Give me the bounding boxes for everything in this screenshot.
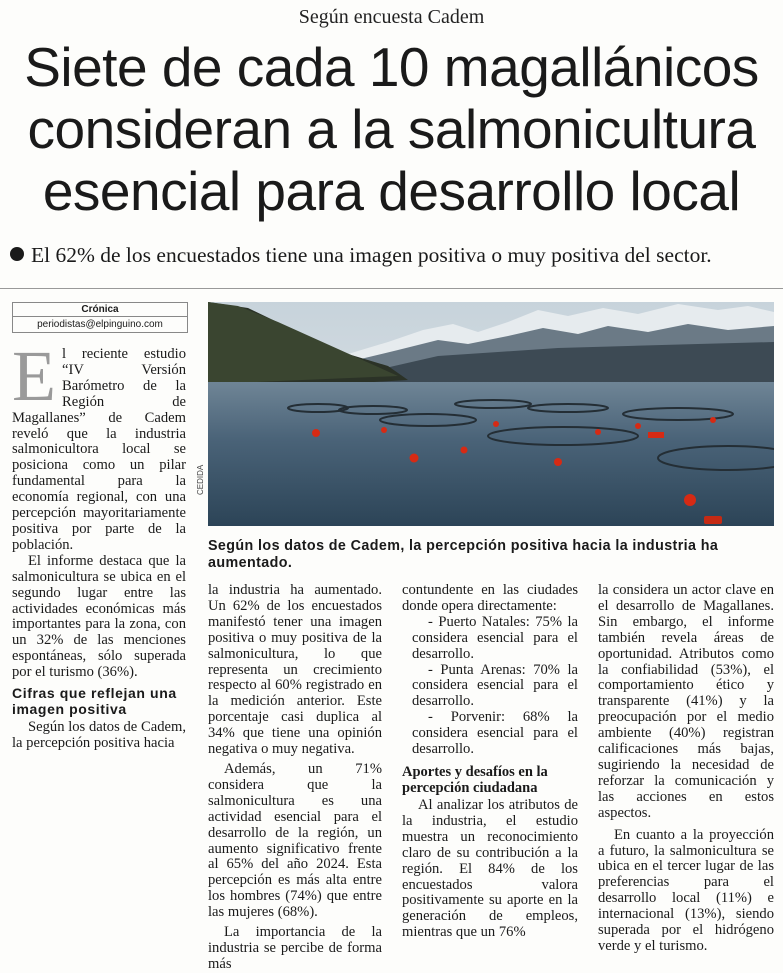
photo-salmon-farm xyxy=(208,302,774,526)
headline xyxy=(0,36,783,222)
deck xyxy=(10,243,783,268)
paragraph: En cuanto a la proyección a futuro, la salmonicultura se ubica en el tercer lugar de las preferencias para el desarrollo local (11%) e internacional (13%), siendo superada por el hidrógeno verde y el turismo. xyxy=(598,826,774,954)
list-item: - Punta Arenas: 70% la considera esencial para el desarrollo. xyxy=(412,661,578,710)
list-item: - Puerto Natales: 75% la considera esencial para el desarrollo. xyxy=(412,613,578,662)
deck-text: El 62% de los encuestados tiene una imagen positiva o muy positiva del sector. xyxy=(31,243,712,267)
article-column-3 xyxy=(402,583,578,941)
paragraph: Según los datos de Cadem, la percepción positiva hacia xyxy=(12,719,186,751)
article-column-4 xyxy=(598,583,774,955)
headline-line-1: Siete de cada 10 magallánicos xyxy=(24,36,759,98)
paragraph: la industria ha aumentado. Un 62% de los encuestados manifestó tener una imagen positiva o muy positiva de la salmonicultura, lo que representa un crecimiento respecto al 60% registrado en la medición anterior. Este porcentaje casi duplica al 34% que tiene una opinión negativa o muy negativa. xyxy=(208,582,382,758)
paragraph: contundente en las ciudades donde opera directamente: xyxy=(402,582,578,614)
subheading: Cifras que reflejan una imagen positiva xyxy=(12,685,177,718)
article-column-2 xyxy=(208,583,382,973)
photo-credit: CEDIDA xyxy=(196,464,205,495)
drop-cap: E xyxy=(12,336,56,416)
list-item: - Porvenir: 68% la considera esencial para el desarrollo. xyxy=(412,709,578,758)
byline-box xyxy=(12,302,188,333)
byline-email: periodistas@elpinguino.com xyxy=(37,319,163,330)
paragraph: Además, un 71% considera que la salmonicultura es una actividad esencial para el desarrollo de la región, un aumento significativo frente al 65% del año 2024. Esta percepción es más alta entre los hombres (74%) que entre las mujeres (68%). xyxy=(208,760,382,921)
headline-line-2: consideran a la salmonicultura xyxy=(27,98,756,160)
paragraph: El informe destaca que la salmonicultura se ubica en el segundo lugar entre las actividades económicas más importantes para la zona, con un 32% de las menciones espontáneas, sólo superada por el turismo (36%). xyxy=(12,552,186,681)
subheading: Aportes y desafíos en la percepción ciudadana xyxy=(402,763,548,796)
paragraph: la considera un actor clave en el desarrollo de Magallanes. Sin embargo, el informe también revela áreas de oportunidad. Atributos como la confiabilidad (53%), el comportamiento ético y transparente (41%) y la preocupación por el medio ambiente (40%) registran calificaciones más bajas, sugiriendo la necesidad de reforzar la comunicación y las acciones en estos aspectos. xyxy=(598,582,774,821)
divider xyxy=(0,288,783,289)
byline-section: Crónica xyxy=(13,303,187,317)
bullet-icon xyxy=(10,247,24,261)
headline-line-3: esencial para desarrollo local xyxy=(42,160,741,222)
paragraph: La importancia de la industria se percibe de forma más xyxy=(208,924,382,972)
article-column-1 xyxy=(12,336,186,752)
photo-caption: Según los datos de Cadem, la percepción positiva hacia la industria ha aumentado. xyxy=(208,538,719,571)
paragraph: Al analizar los atributos de la industria, el estudio muestra un reconocimiento claro de su contribución a la región. El 84% de los encuestados valora positivamente su aporte en la generación de empleos, mientras que un 76% xyxy=(402,796,578,941)
paragraph: El reciente estudio “IV Versión Barómetro de la Región de Magallanes” de Cadem reveló que la industria salmonicultora local se posiciona como un pilar fundamental para la economía regional, con una percepción mayoritariamente positiva por parte de la población. xyxy=(12,336,186,553)
kicker: Según encuesta Cadem xyxy=(298,6,485,28)
